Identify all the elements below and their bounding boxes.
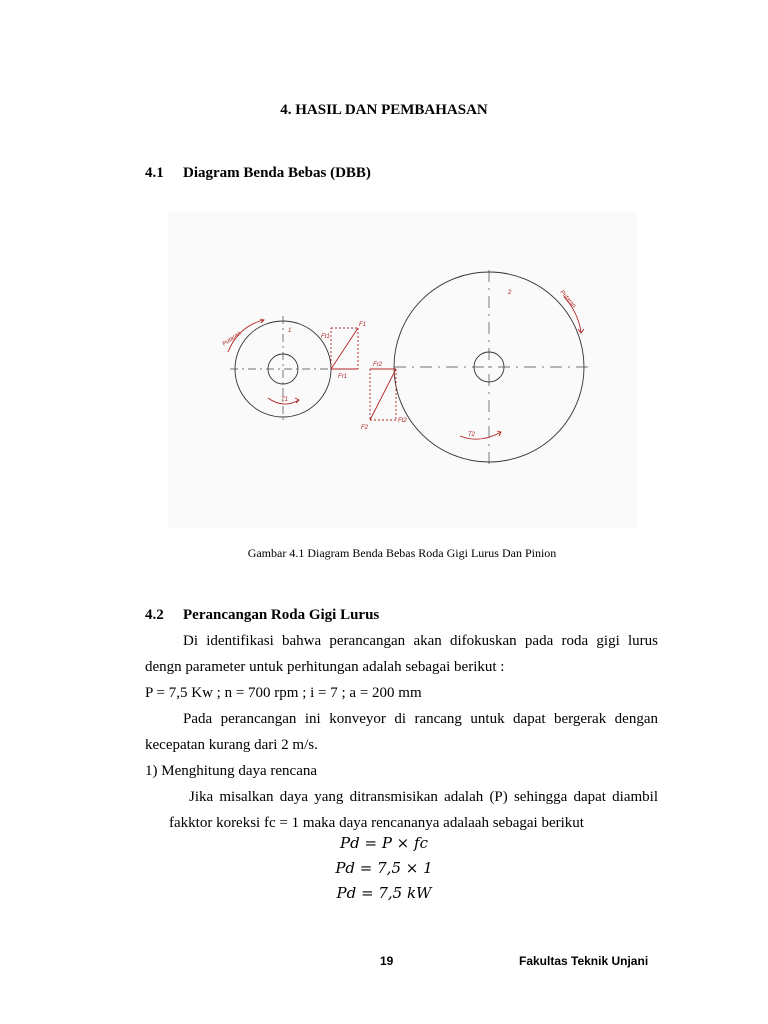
t2-torque-arrow xyxy=(460,432,501,439)
fr1-label: Fr1 xyxy=(338,374,347,380)
f1-vector xyxy=(331,328,358,369)
figure-caption: Gambar 4.1 Diagram Benda Bebas Roda Gigi Lurus Dan Pinion xyxy=(247,546,557,560)
free-body-diagram xyxy=(168,212,637,528)
t2-label: T2 xyxy=(468,432,476,438)
pinion-force-vectors xyxy=(331,328,358,369)
f2-vector xyxy=(370,369,396,420)
section-heading-4-2 xyxy=(145,607,645,627)
chapter-title: HASIL DAN PEMBAHASAN xyxy=(295,102,488,118)
equation: Pd = P × fc xyxy=(340,834,428,852)
fr2-label: Fr2 xyxy=(373,362,382,368)
section-heading-4-1 xyxy=(145,165,645,185)
chapter-heading xyxy=(0,102,768,119)
chapter-number: 4. xyxy=(280,102,292,118)
f2-label: F2 xyxy=(361,425,369,431)
text-line: kecepatan kurang dari 2 m/s. xyxy=(145,737,318,753)
gear-force-vectors xyxy=(370,369,396,420)
ft1-label: Ft1 xyxy=(321,334,330,340)
section-title: Diagram Benda Bebas (DBB) xyxy=(183,165,371,181)
text-line: Di identifikasi bahwa perancangan akan difokuskan pada roda gigi lurus xyxy=(183,633,658,649)
gear-rotation-label: Putaran xyxy=(558,289,577,310)
list-item: 1) Menghitung daya rencana xyxy=(145,763,318,779)
gear-index-label: 2 xyxy=(508,290,512,296)
equation: Pd = 7,5 kW xyxy=(336,884,432,902)
section-number: 4.1 xyxy=(145,165,164,181)
parameter-line: P = 7,5 Kw ; n = 700 rpm ; i = 7 ; a = 200 mm xyxy=(145,685,422,701)
pinion-rotation-label: Putaran xyxy=(221,330,243,348)
arrow-head-icon xyxy=(295,398,299,403)
text-line: dengn parameter untuk perhitungan adalah sebagai berikut : xyxy=(145,659,505,675)
text-line: fakktor koreksi fc = 1 maka daya rencananya adalaah sebagai berikut xyxy=(169,815,584,831)
paragraph-body xyxy=(145,628,658,836)
section-number: 4.2 xyxy=(145,607,164,623)
pinion-index-label: 1 xyxy=(288,328,292,334)
footer-institution: Fakultas Teknik Unjani xyxy=(519,954,649,968)
text-line: Jika misalkan daya yang ditransmisikan adalah (P) sehingga dapat diambil xyxy=(189,789,658,805)
free-body-diagram-figure xyxy=(168,212,637,528)
f1-label: F1 xyxy=(359,322,367,328)
equation: Pd = 7,5 × 1 xyxy=(335,859,433,877)
ft2-label: Ft2 xyxy=(398,418,407,424)
t1-label: T1 xyxy=(281,397,289,403)
text-line: Pada perancangan ini konveyor di rancang untuk dapat bergerak dengan xyxy=(183,711,658,727)
section-title: Perancangan Roda Gigi Lurus xyxy=(183,607,380,623)
page-number: 19 xyxy=(380,954,394,968)
